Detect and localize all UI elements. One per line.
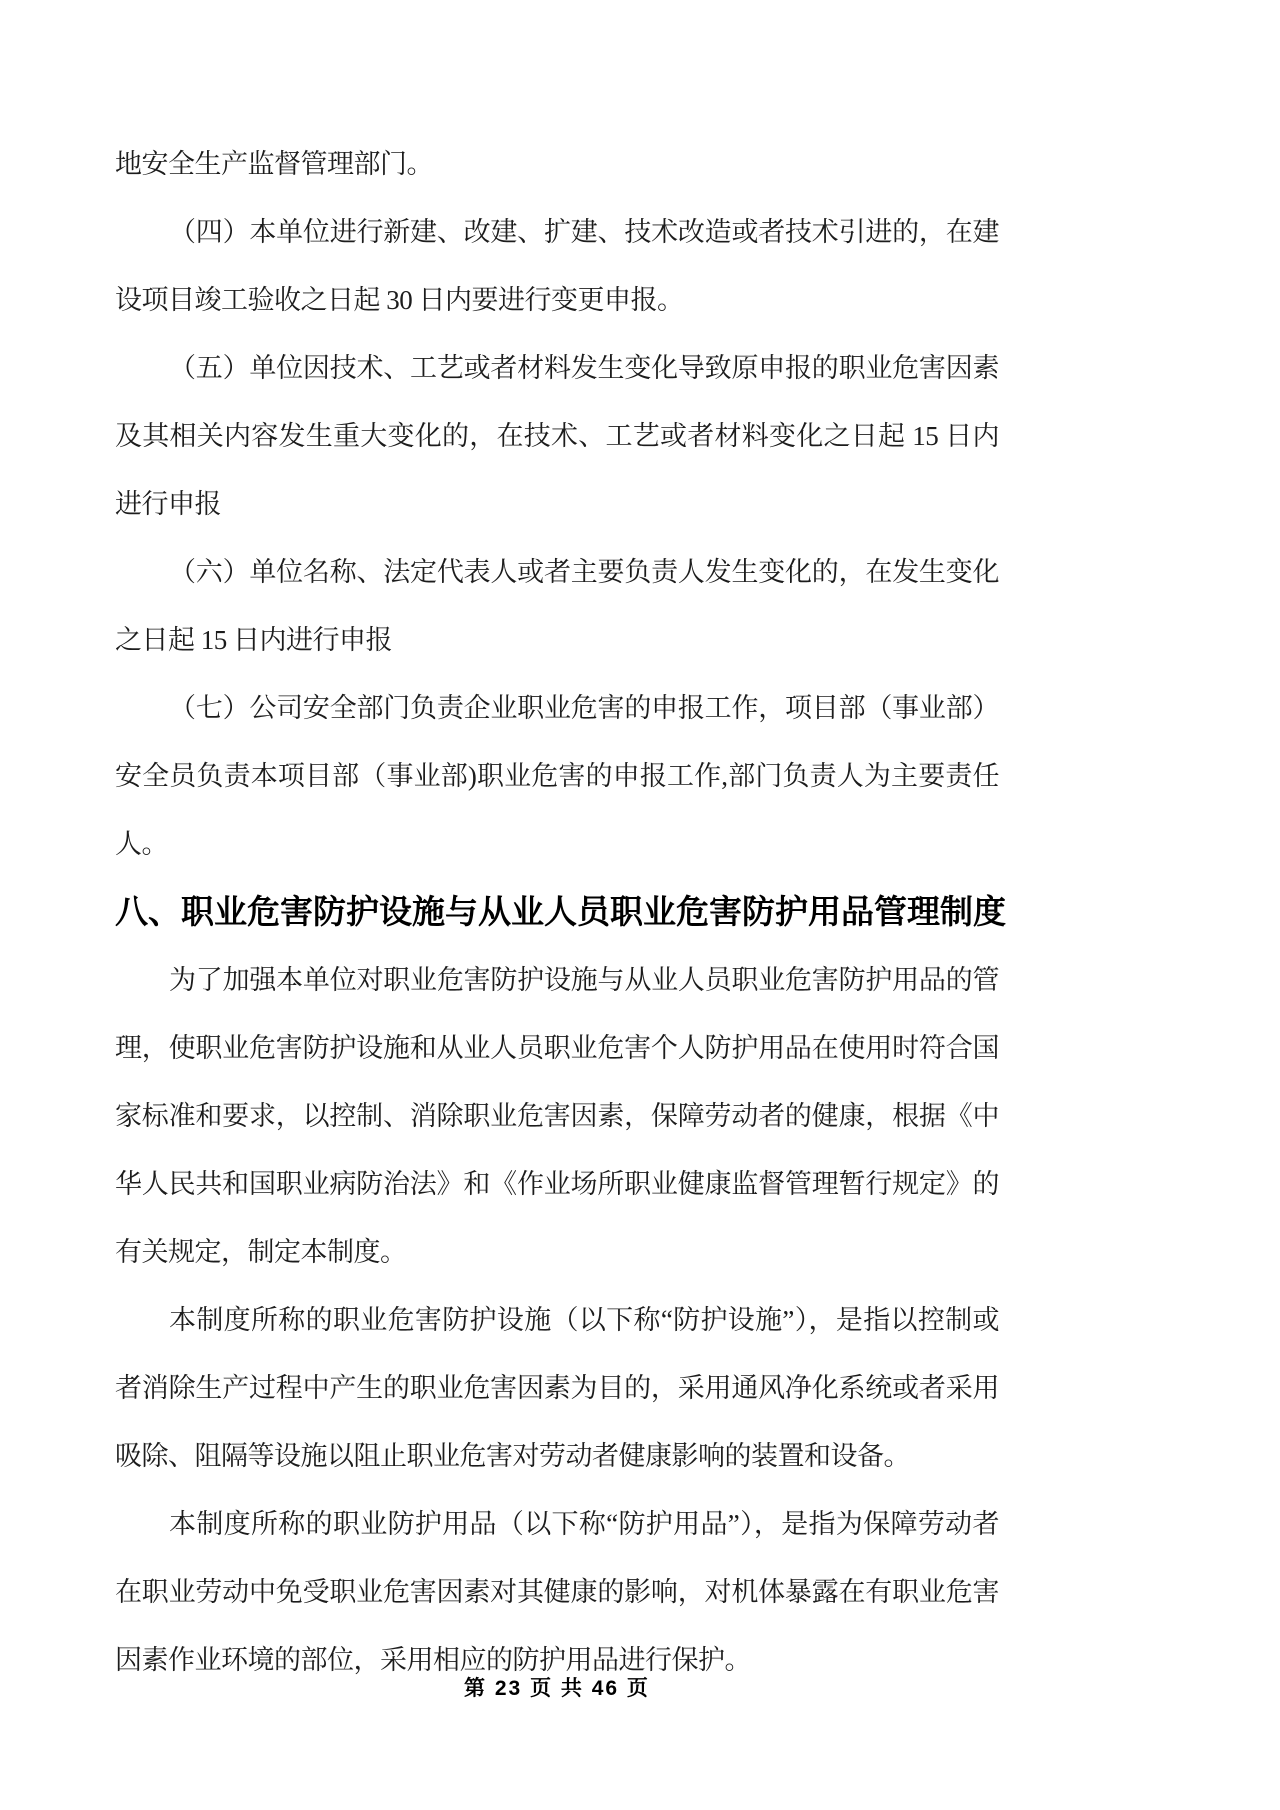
paragraph-continuation: 地安全生产监督管理部门。 bbox=[115, 149, 433, 179]
page-footer bbox=[115, 1672, 999, 1702]
section-heading: 八、职业危害防护设施与从业人员职业危害防护用品管理制度 bbox=[115, 893, 1006, 930]
paragraph-purpose: 为了加强本单位对职业危害防护设施与从业人员职业危害防护用品的管理，使职业危害防护设施和从业人员职业危害个人防护用品在使用时符合国家标准和要求，以控制、消除职业危害因素，保障劳动者的健康，根据《中华人民共和国职业病防治法》和《作业场所职业健康监督管理暂行规定》的有关规定，制定本制度。 bbox=[115, 965, 999, 1267]
paragraph-definition-facilities: 本制度所称的职业危害防护设施（以下称“防护设施”），是指以控制或者消除生产过程中产生的职业危害因素为目的，采用通风净化系统或者采用吸除、阻隔等设施以阻止职业危害对劳动者健康影响的装置和设备。 bbox=[115, 1305, 999, 1471]
paragraph-item-5: （五）单位因技术、工艺或者材料发生变化导致原申报的职业危害因素及其相关内容发生重大变化的，在技术、工艺或者材料变化之日起 15 日内进行申报 bbox=[115, 353, 999, 519]
paragraph-item-4: （四）本单位进行新建、改建、扩建、技术改造或者技术引进的，在建设项目竣工验收之日起 30 日内要进行变更申报。 bbox=[115, 217, 999, 315]
paragraph-definition-equipment: 本制度所称的职业防护用品（以下称“防护用品”），是指为保障劳动者在职业劳动中免受职业危害因素对其健康的影响，对机体暴露在有职业危害因素作业环境的部位，采用相应的防护用品进行保护。 bbox=[115, 1509, 999, 1675]
paragraph-item-7: （七）公司安全部门负责企业职业危害的申报工作，项目部（事业部）安全员负责本项目部（事业部)职业危害的申报工作,部门负责人为主要责任人。 bbox=[115, 693, 999, 859]
document-body bbox=[115, 130, 1006, 1694]
page-number-label: 第 23 页 共 46 页 bbox=[464, 1677, 650, 1700]
paragraph-item-6: （六）单位名称、法定代表人或者主要负责人发生变化的，在发生变化之日起 15 日内进行申报 bbox=[115, 557, 999, 655]
